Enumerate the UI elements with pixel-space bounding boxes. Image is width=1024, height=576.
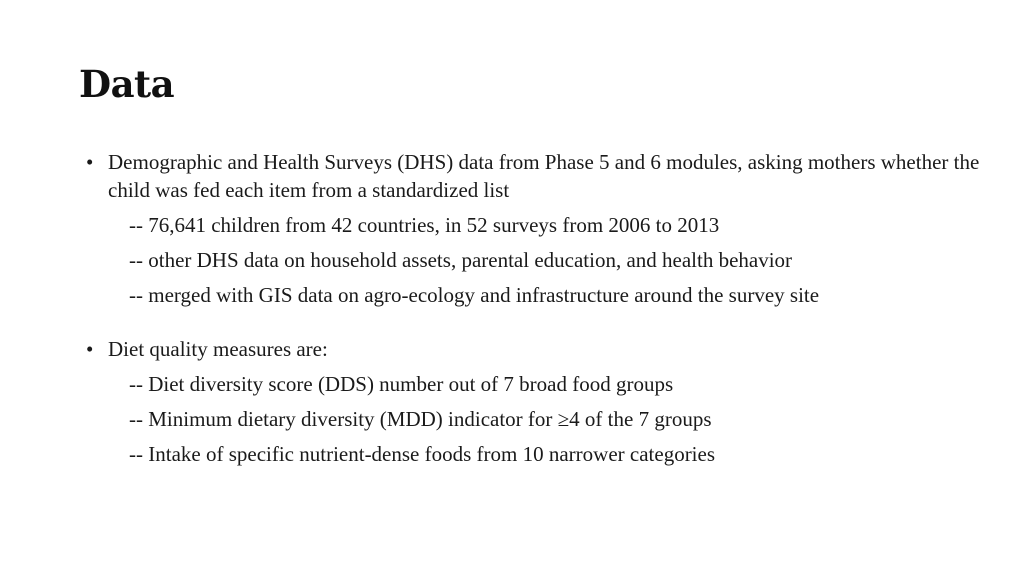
- sub-item: -- merged with GIS data on agro-ecology and infrastructure around the survey site: [129, 283, 820, 307]
- slide-body: [86, 148, 986, 475]
- sub-item: -- 76,641 children from 42 countries, in 52 surveys from 2006 to 2013: [129, 213, 720, 237]
- bullet-item: [86, 148, 986, 204]
- sub-item: -- Intake of specific nutrient-dense foods from 10 narrower categories: [129, 442, 716, 466]
- bullet-text: Diet quality measures are:: [108, 337, 328, 361]
- sub-list: [86, 211, 986, 309]
- sub-list: [86, 370, 986, 468]
- bullet-icon: •: [86, 337, 94, 361]
- sub-item: -- Diet diversity score (DDS) number out of 7 broad food groups: [129, 372, 674, 396]
- slide-title: Data: [79, 62, 175, 106]
- bullet-icon: •: [86, 150, 94, 174]
- sub-item: -- other DHS data on household assets, parental education, and health behavior: [129, 248, 793, 272]
- bullet-group-diet-quality: [86, 335, 986, 468]
- sub-item: -- Minimum dietary diversity (MDD) indicator for ≥4 of the 7 groups: [129, 407, 712, 431]
- bullet-item: [86, 335, 986, 363]
- bullet-group-data-source: [86, 148, 986, 309]
- bullet-text: Demographic and Health Surveys (DHS) data from Phase 5 and 6 modules, asking mothers whether the child was fed each item from a standardized list: [108, 150, 980, 202]
